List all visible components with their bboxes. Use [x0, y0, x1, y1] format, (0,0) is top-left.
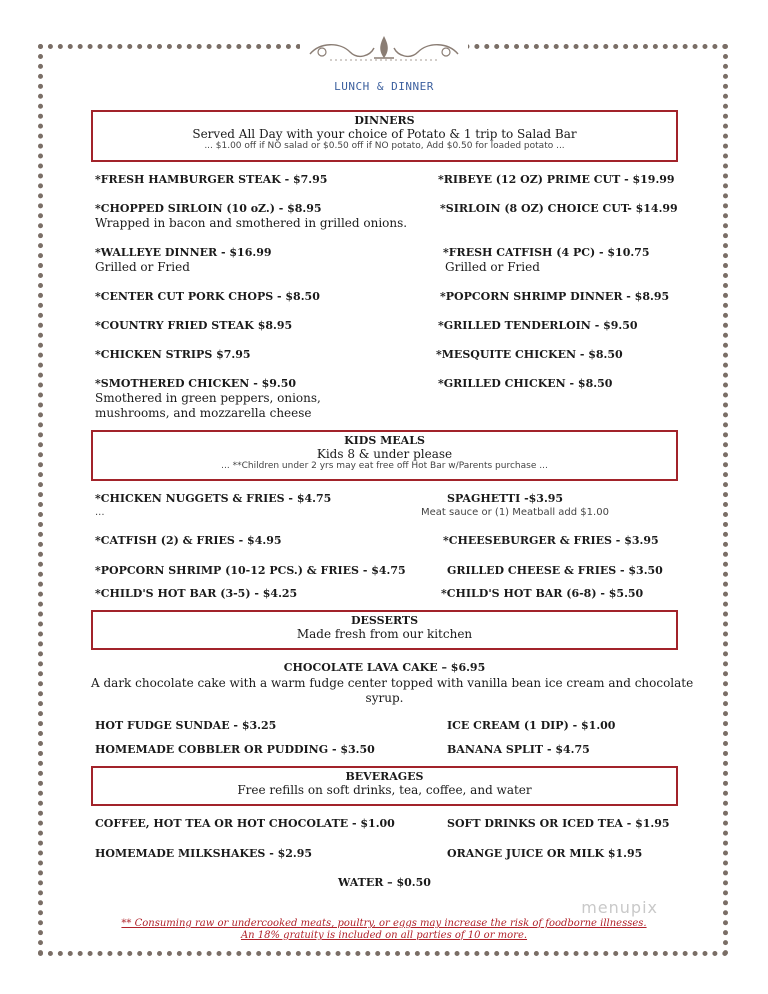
- flourish-ornament-icon: [300, 32, 468, 70]
- menu-item: *FRESH CATFISH (4 PC) - $10.75: [443, 246, 650, 259]
- beverages-subtitle: Free refills on soft drinks, tea, coffee, and water: [237, 783, 532, 797]
- menu-item: *SMOTHERED CHICKEN - $9.50: [95, 377, 297, 390]
- menu-item: *CHILD'S HOT BAR (6-8) - $5.50: [441, 587, 644, 600]
- menu-item: *CHEESEBURGER & FRIES - $3.95: [443, 534, 659, 547]
- item-description: Grilled or Fried: [445, 260, 540, 274]
- menu-item: *MESQUITE CHICKEN - $8.50: [436, 348, 623, 361]
- item-description: Wrapped in bacon and smothered in grilled onions.: [95, 216, 408, 230]
- kids-note: ... **Children under 2 yrs may eat free off Hot Bar w/Parents purchase ...: [221, 461, 548, 471]
- menu-item: *POPCORN SHRIMP DINNER - $8.95: [440, 290, 670, 303]
- item-description: Meat sauce or (1) Meatball add $1.00: [421, 507, 609, 518]
- item-description: Grilled or Fried: [95, 260, 190, 274]
- menu-item: *SIRLOIN (8 OZ) CHOICE CUT- $14.99: [440, 202, 678, 215]
- menu-item: *CATFISH (2) & FRIES - $4.95: [95, 534, 282, 547]
- kids-subtitle: Kids 8 & under please: [316, 447, 453, 461]
- featured-dessert: CHOCOLATE LAVA CAKE – $6.95: [283, 661, 486, 674]
- menu-item: *CENTER CUT PORK CHOPS - $8.50: [95, 290, 320, 303]
- item-description: mushrooms, and mozzarella cheese: [95, 406, 312, 420]
- menu-item: WATER – $0.50: [338, 876, 431, 889]
- menu-item: *POPCORN SHRIMP (10-12 PCS.) & FRIES - $4.75: [95, 564, 406, 577]
- menu-item: ICE CREAM (1 DIP) - $1.00: [447, 719, 616, 732]
- menu-item: SPAGHETTI -$3.95: [447, 492, 564, 505]
- menu-item: *GRILLED CHICKEN - $8.50: [438, 377, 613, 390]
- menu-item: *COUNTRY FRIED STEAK $8.95: [95, 319, 293, 332]
- kids-header-box: [91, 430, 678, 481]
- menu-item: GRILLED CHEESE & FRIES - $3.50: [447, 564, 663, 577]
- menu-title: LUNCH & DINNER: [334, 80, 434, 93]
- featured-dessert-description: syrup.: [365, 691, 404, 705]
- featured-dessert-description: A dark chocolate cake with a warm fudge center topped with vanilla bean ice cream and chocolate: [91, 676, 694, 690]
- menu-item: ORANGE JUICE OR MILK $1.95: [447, 847, 643, 860]
- menu-item: *WALLEYE DINNER - $16.99: [95, 246, 272, 259]
- kids-heading: KIDS MEALS: [344, 434, 425, 447]
- menu-item: SOFT DRINKS OR ICED TEA - $1.95: [447, 817, 670, 830]
- menu-item: COFFEE, HOT TEA OR HOT CHOCOLATE - $1.00: [95, 817, 395, 830]
- menu-item: HOMEMADE COBBLER OR PUDDING - $3.50: [95, 743, 375, 756]
- menu-item: *RIBEYE (12 OZ) PRIME CUT - $19.99: [438, 173, 675, 186]
- food-safety-disclaimer: ** Consuming raw or undercooked meats, poultry, or eggs may increase the risk of foodborne illnesses.: [121, 918, 647, 929]
- menu-item: *FRESH HAMBURGER STEAK - $7.95: [95, 173, 328, 186]
- beverages-heading: BEVERAGES: [345, 770, 424, 783]
- menu-item: BANANA SPLIT - $4.75: [447, 743, 590, 756]
- dinners-note: ... $1.00 off if NO salad or $0.50 off if NO potato, Add $0.50 for loaded potato ...: [204, 141, 565, 151]
- desserts-header-box: [91, 610, 678, 650]
- item-description: ...: [95, 507, 105, 518]
- dinners-subtitle: Served All Day with your choice of Potato & 1 trip to Salad Bar: [192, 127, 577, 141]
- menu-item: *GRILLED TENDERLOIN - $9.50: [438, 319, 638, 332]
- menu-item: *CHOPPED SIRLOIN (10 oZ.) - $8.95: [95, 202, 322, 215]
- dinners-header-box: [91, 110, 678, 162]
- menu-item: *CHICKEN STRIPS $7.95: [95, 348, 251, 361]
- menu-item: HOT FUDGE SUNDAE - $3.25: [95, 719, 277, 732]
- desserts-heading: DESSERTS: [350, 614, 419, 627]
- menu-item: HOMEMADE MILKSHAKES - $2.95: [95, 847, 313, 860]
- dinners-heading: DINNERS: [354, 114, 415, 127]
- menu-item: *CHICKEN NUGGETS & FRIES - $4.75: [95, 492, 332, 505]
- desserts-subtitle: Made fresh from our kitchen: [296, 627, 473, 641]
- menu-item: *CHILD'S HOT BAR (3-5) - $4.25: [95, 587, 298, 600]
- beverages-header-box: [91, 766, 678, 806]
- gratuity-notice: An 18% gratuity is included on all parties of 10 or more.: [240, 930, 528, 941]
- watermark: menupix: [581, 898, 658, 917]
- item-description: Smothered in green peppers, onions,: [95, 391, 321, 405]
